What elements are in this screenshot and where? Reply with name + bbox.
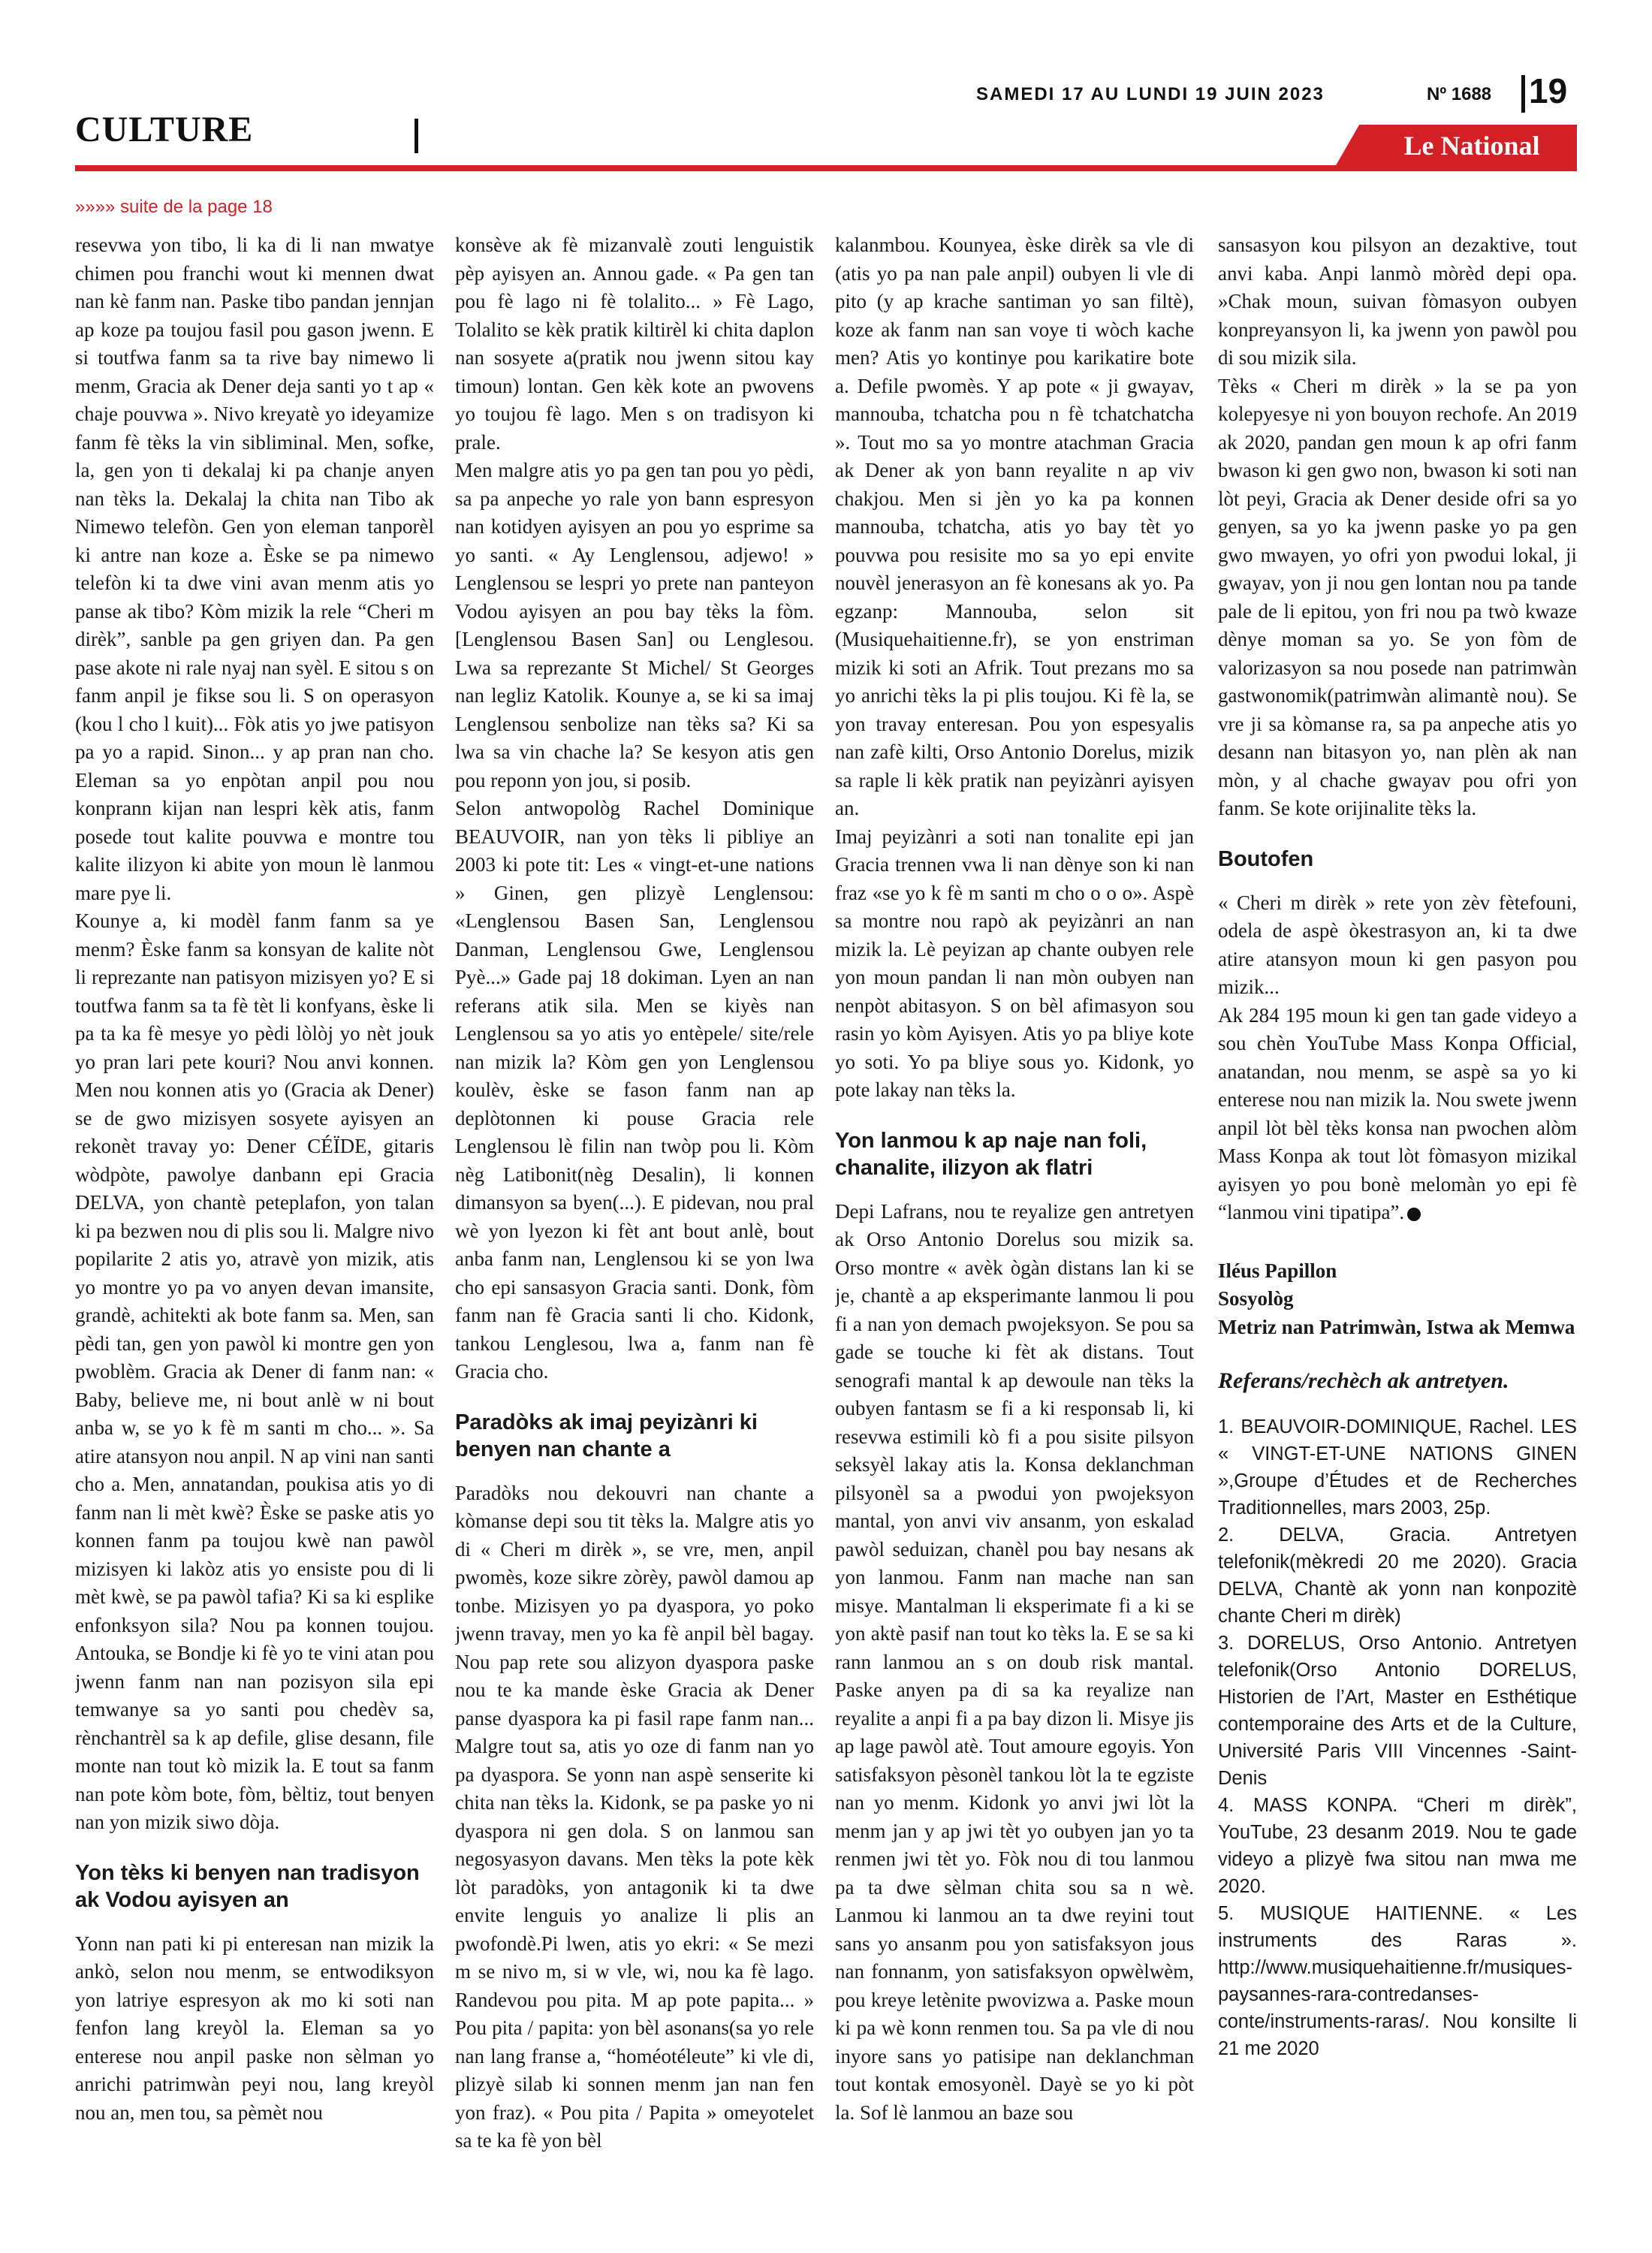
closing-paragraph: Ak 284 195 moun ki gen tan gade videyo a sou chèn YouTube Mass Konpa Official, anatandan, nou menm, se aspè sa yo ki enterese nou nan mizik la. Nou swete jwenn anpil lòt bèl tèks konsa nan pwochen alòm Mass Konpa ak tout lòt fòmasyon mizikal ayisyen yo pou bonè melomàn yo epi fè “lanmou vini tipatipa”. xyxy=(1218,1003,1577,1223)
references-heading: Referans/rechèch ak antretyen. xyxy=(1218,1368,1509,1393)
section-divider xyxy=(415,119,418,153)
subheading: Yon tèks ki benyen nan tradisyon ak Vodou ayisyen an xyxy=(75,1860,420,1912)
reference-item: 2. DELVA, Gracia. Antretyen telefonik(mèkredi 20 me 2020). Gracia DELVA, Chantè ak yonn nan konpozitè chante Cheri m dirèk) xyxy=(1218,1525,1577,1627)
page-number-divider xyxy=(1521,75,1525,113)
header-date: SAMEDI 17 AU LUNDI 19 JUIN 2023 xyxy=(976,84,1325,104)
paragraph: kalanmbou. Kounyea, èske dirèk sa vle di (atis yo pa nan pale anpil) oubyen li vle di pito (y ap krache santiman yo san filtè), koze ak fanm nan san voye ti wòch kache men? Atis yo kontinye pou karikatire bote a. Defile pwomès. Y ap pote « ji gwayav, mannouba, tchatcha pou n fè tchatchatcha ». Tout mo sa yo montre atachman Gracia ak Dener ak yon bann reyalite n ap viv chakjou. Men si jèn yo ka pa konnen mannouba, tchatcha, atis yo bay tèt yo pouvwa pou resisite mo sa yo epi envite nouvèl jenerasyon an fè konesans ak yo. Pa egzanp: Mannouba, selon sit (Musiquehaitienne.fr), se yon enstriman mizik ki soti an Afrik. Tout prezans mo sa yo anrichi tèks la pi plis toujou. Ki fè la, se yon travay enteresan. Pou yon espesyalis nan zafè kilti, Orso Antonio Dorelus, mizik sa raple li kèk pratik nan peyizànri ayisyen an. xyxy=(835,234,1194,819)
section-title: CULTURE xyxy=(75,110,254,149)
paragraph: konsève ak fè mizanvalè zouti lenguistik pèp ayisyen an. Annou gade. « Pa gen tan pou fè lago ni fè tolalito... » Fè Lago, Tolalito se kèk pratik kiltirèl ki chita daplon nan sosyete a(pratik nou jwenn sitou kay timoun) lontan. Gen kèk kote an pwovens yo toujou fè lago. Men s on tradisyon ki prale. xyxy=(455,234,814,454)
continued-from-link[interactable]: »»»» suite de la page 18 xyxy=(75,197,273,217)
article-column-1 xyxy=(75,231,434,2229)
paragraph: Depi Lafrans, nou te reyalize gen antretyen ak Orso Antonio Dorelus sou mizik sa. Orso montre « avèk ògàn distans lan ki se je, chantè a ap eksperimante lanmou li pou fi a nan yon demach pwojeksyon. Se pou sa gade se touche ki fèt ak distans. Tout senografi mantal k ap dewoule nan tèks la oubyen fantasm se fi a ki responsab li, ki resevwa estimili kò fi a pou sisite pilsyon seksyèl lakay atis la. Konsa deklanchman pilsyonèl sa a pwodui yon pwojeksyon mantal, yon anvi viv ansanm, yon eskalad pawòl seduizan, chanèl pou bay nesans ak yon lanmou. Fanm nan mache nan san misye. Mantalman li eksperimate fi a ki se yon aktè pasif nan tout ko tèks la. E se sa ki rann lanmou an s on doub risk mantal. Paske anyen pa di sa ka reyalize nan reyalite a anpi fi a pa bay dizon li. Misye jis ap lage pawòl atè. Tout amoure egoyis. Yon satisfaksyon pèsonèl tankou lòt la te egziste nan yo menm. Kidonk yo anvi jwi lòt la menm jan y ap jwi tèt yo oubyen jan yo ta renmen jwi tèt yo. Fòk nou di tou lanmou pa ta dwe sèlman chita sou sa n wè. Lanmou ki lanmou an ta dwe reyini tout sans yo ansanm pou yon satisfaksyon jous nan fonnanm, yon satisfaksyon opwèlwèm, pou kreye letènite pwovizwa a. Paske moun ki pa wè konn renmen tou. Sa pa vle di nou inyore sans yo patisipe nan deklanchman tout kontak emosyonèl. Dayè se yo ki pòt la. Sof lè lanmou an baze sou xyxy=(835,1199,1194,2124)
author-role: Sosyològ xyxy=(1218,1287,1294,1310)
page-number: 19 xyxy=(1529,71,1568,110)
reference-item: 5. MUSIQUE HAITIENNE. « Les instruments des Raras ». http://www.musiquehaitienne.fr/musiques-paysannes-rara-contredanses-conte/instruments-raras/. Nou konsilte li 21 me 2020 xyxy=(1218,1903,1577,2059)
paragraph: Tèks « Cheri m dirèk » la se pa yon kolepyesye ni yon bouyon rechofe. An 2019 ak 2020, pandan gen moun k ap ofri fanm bwason ki gen gwo non, bwason ki soti nan lòt peyi, Gracia ak Dener deside ofri sa yo genyen, sa yo ka jwenn paske yo pa gen gwo mwayen, yo ofri yon pwodui lokal, ji gwayav, yon ji nou gen lontan nou pa tande pale de li epitou, yon fri nou pa twò kwaze dènye moman sa yo. Se yon fòm de valorizasyon sa nou posede nan patrimwàn gastwonomik(patrimwàn alimantè nou). Se vre ji sa kòmanse ra, sa pa anpeche atis yo desann nan bitasyon yo, nan plèn ak nan mòn, y al chache gwayav pou ofri yon fanm. Se kote orijinalite tèks la. xyxy=(1218,374,1577,819)
brand-name: Le National xyxy=(1403,131,1540,161)
paragraph: « Cheri m dirèk » rete yon zèv fètefouni, odela de aspè òkestrasyon an, ki ta dwe atire atansyon moun ki gen pasyon pou mizik... xyxy=(1218,891,1577,998)
author-title: Metriz nan Patrimwàn, Istwa ak Memwa xyxy=(1218,1315,1575,1338)
paragraph: Imaj peyizànri a soti nan tonalite epi jan Gracia trennen vwa li nan dènye son ki nan fraz «se yo k fè m santi m cho o o o». Aspè sa montre nou rapò ak peyizànri an nan mizik la. Lè peyizan ap chante oubyen rele yon moun pandan li nan mòn oubyen nan nenpòt abitasyon. S on bèl afimasyon sou rasin yo kòm Ayisyen. Atis yo pa bliye kote yo soti. Yo pa bliye sous yo. Kidonk, yo pote lakay nan tèks la. xyxy=(835,825,1194,1101)
subheading: Paradòks ak imaj peyizànri ki benyen nan chante a xyxy=(455,1410,758,1461)
paragraph: Kounye a, ki modèl fanm fanm sa ye menm? Èske fanm sa konsyan de kalite nòt li reprezante nan patisyon mizisyen yo? E si toutfwa fanm sa ta fè tèt li konfyans, èske li pa ta ka fè mesye yo pèdi lòlòj yo nèt jouk yo pran lari pete kouri? Nou anvi konnen. Men nou konnen atis yo (Gracia ak Dener) se de gwo mizisyen sosyete ayisyen an rekonèt travay yo: Dener CÉÏDE, gitaris wòdpòte, pawolye danbann epi Gracia DELVA, yon chantè peteplafon, yon talan ki pa bezwen nou di plis sou li. Malgre nivo popilarite 2 atis yo, atravè yon mizik, atis yo montre yo pa vo anyen devan imansite, grandè, achitekti ak bote fanm sa. Men, san pèdi tan, gen yon pawòl ki montre gen yon pwoblèm. Gracia ak Dener di fanm nan: « Baby, believe me, ni bout anlè w ni bout anba w, se yo k fè m santi m cho... ». Sa atire atansyon nou anpil. N ap vini nan santi cho a. Men, annatandan, poukisa atis yo di fanm nan li mèt kwè? Èske se paske atis yo konnen fanm pa toujou kwè nan pawòl mizisyen ki lakòz atis yo ensiste pou di li mèt kwè, se pa pawòl tafia? Ki sa ki esplike enfonksyon sila? Nou pa konnen toujou. Antouka, se Bondje ki fè yo te vini atan pou jwenn fanm nan nan pozisyon sila epi temwanye sa yo santi pou chedèv sa, rènchantrèl sa k ap defile, glise desann, file monte nan tout kò mizik la. E tout sa fanm nan pote kòm bote, fòm, bèltiz, tout benyen nan yon mizik siwo dòja. xyxy=(75,909,434,1833)
subheading: Boutofen xyxy=(1218,846,1314,871)
article-column-3 xyxy=(835,231,1194,2229)
author-name: Iléus Papillon xyxy=(1218,1259,1337,1282)
paragraph: Yonn nan pati ki pi enteresan nan mizik la ankò, selon nou menm, se entwodiksyon yon latriye espresyon ak mo ki soti nan fenfon lang kreyòl la. Eleman sa yo enterese nou anpil paske non sèlman yo anrichi patrimwàn peyi nou, lang kreyòl nou an, men tou, sa pèmèt nou xyxy=(75,1932,434,2124)
paragraph: Selon antwopològ Rachel Dominique BEAUVOIR, nan yon tèks li pibliye an 2003 ki pote tit: Les « vingt-et-une nations » Ginen, gen plizyè Lenglensou: «Lenglensou Basen San, Lenglensou Danman, Lenglensou Gwe, Lenglensou Pyè...» Gade paj 18 dokiman. Lyen an nan referans atik sila. Men se kiyès nan Lenglensou sa yo atis yo entèpele/ site/rele nan mizik la? Kòm gen yon Lenglensou koulèv, èske se fason fanm nan ap deplòtonnen ki pouse Gracia rele Lenglensou lè filin nan twòp pou li. Kòm nèg Latibonit(nèg Desalin), li konnen dimansyon sa byen(...). E pidevan, nou pral wè yon lyezon ki fèt ant bout anlè, bout anba fanm nan, Lenglensou ki se yon lwa cho epi sansasyon Gracia santi. Donk, fòm fanm nan fè Gracia santi li cho. Kidonk, tankou Lenglesou, lwa a, fanm nan fè Gracia cho. xyxy=(455,797,814,1383)
issue-number: Nº 1688 xyxy=(1427,84,1492,104)
reference-item: 4. MASS KONPA. “Cheri m dirèk”, YouTube, 23 desanm 2019. Nou te gade videyo a plizyè fwa sitou nan mwa me 2020. xyxy=(1218,1795,1577,1897)
paragraph: Men malgre atis yo pa gen tan pou yo pèdi, sa pa anpeche yo rale yon bann espresyon nan kotidyen ayisyen an pou yo esprime sa yo santi. « Ay Lenglensou, adjewo! » Lenglensou se lespri yo prete nan panteyon Vodou ayisyen an pou bay tèks la fòm. [Lenglensou Basen San] ou Lenglesou. Lwa sa reprezante St Michel/ St Georges nan legliz Katolik. Kounye a, se ki sa imaj Lenglensou senbolize nan tèks sa? Ki sa lwa sa vin chache la? Se kesyon atis gen pou reponn yon jou, si posib. xyxy=(455,459,814,792)
reference-item: 1. BEAUVOIR-DOMINIQUE, Rachel. LES « VINGT-ET-UNE NATIONS GINEN »,Groupe d’Études et de Recherches Traditionnelles, mars 2003, 25p. xyxy=(1218,1416,1577,1519)
reference-item: 3. DORELUS, Orso Antonio. Antretyen telefonik(Orso Antonio DORELUS, Historien de l’Art, Master en Esthétique contemporaine des Arts et de la Culture, Université Paris VIII Vincennes -Saint-Denis xyxy=(1218,1633,1577,1789)
article-column-4 xyxy=(1218,231,1577,2229)
subheading: Yon lanmou k ap naje nan foli, chanalite, ilizyon ak flatri xyxy=(835,1128,1147,1180)
article-column-2 xyxy=(455,231,814,2229)
paragraph: sansasyon kou pilsyon an dezaktive, tout anvi kaba. Anpi lanmò mòrèd depi opa. »Chak moun, suivan fòmasyon oubyen konpreyansyon li, ka jwenn yon pawòl pou di sou mizik sila. xyxy=(1218,234,1577,369)
author-signature xyxy=(1218,1257,1577,1342)
paragraph xyxy=(1218,1002,1577,1227)
paragraph: resevwa yon tibo, li ka di li nan mwatye chimen pou franchi wout ki mennen dwat nan kè fanm nan. Paske tibo pandan jennjan ap koze pa toujou fasil pou gason jwenn. E si toutfwa fanm sa ta rive bay nimewo li menm, Gracia ak Dener deja santi yo t ap « chaje pouvwa ». Nivo kreyatè yo ideyamize fanm fè tèks la vin sibliminal. Men, sofke, la, gen yon ti dekalaj ki pa chanje anyen nan tèks la. Dekalaj la chita nan Tibo ak Nimewo telefòn. Gen yon eleman tanporèl ki antre nan koze a. Èske se pa nimewo telefòn ki ta dwe vini avan menm atis yo panse ak tibo? Kòm mizik la rele “Cheri m dirèk”, sanble pa gen griyen dan. Pa gen pase akote ni rale nyaj nan syèl. E sitou s on fanm anpil je fikse sou li. S on operasyon (kou l cho l kuit)... Fòk atis yo jwe patisyon pa yo a rapid. Sinon... y ap pran nan cho. Eleman sa yo enpòtan anpil pou nou konprann kijan nan lespri kèk atis, fanm posede tout kalite pouvwa e montre tou kalite ilizyon ki abite yon moun lè lanmou mare pye li. xyxy=(75,234,434,904)
paragraph: Paradòks nou dekouvri nan chante a kòmanse depi sou tit tèks la. Malgre atis yo di « Cheri m dirèk », se vre, men, anpil pwomès, koze sikre zòrèy, pawòl damou ap tonbe. Mizisyen yo pa dyaspora, yo poko jwenn travay, men yo ka fè anpil bèl bagay. Nou pap rete sou alizyon dyaspora paske nou te ka mande èske Gracia ak Dener panse dyaspora ka pi fasil rape fanm nan... Malgre tout sa, atis yo oze di fanm nan yo pa dyaspora. Se yonn nan aspè senserite ki chita nan tèks la. Kidonk, se pa paske yo ni dyaspora ni gen dola. S on lanmou san negosyasyon davans. Men tèks la pote kèk lòt paradòks, yon antagonik ki ta dwe envite lenguis yo analize li plis an pwofondè.Pi lwen, atis yo ekri: « Se mezi m se nivo m, si w vle, wi, nou ka fè lago. Randevou pou pita. M ap pote papita... » Pou pita / papita: yon bèl asonans(sa yo rele nan lang franse a, “homéotéleute” ki vle di, plizyè silab ki sonnen menm jan nan fen yon fraz). « Pou pita / Papita » omeyotelet sa te ka fè yon bèl xyxy=(455,1481,814,2152)
end-mark-icon xyxy=(1407,1208,1421,1221)
